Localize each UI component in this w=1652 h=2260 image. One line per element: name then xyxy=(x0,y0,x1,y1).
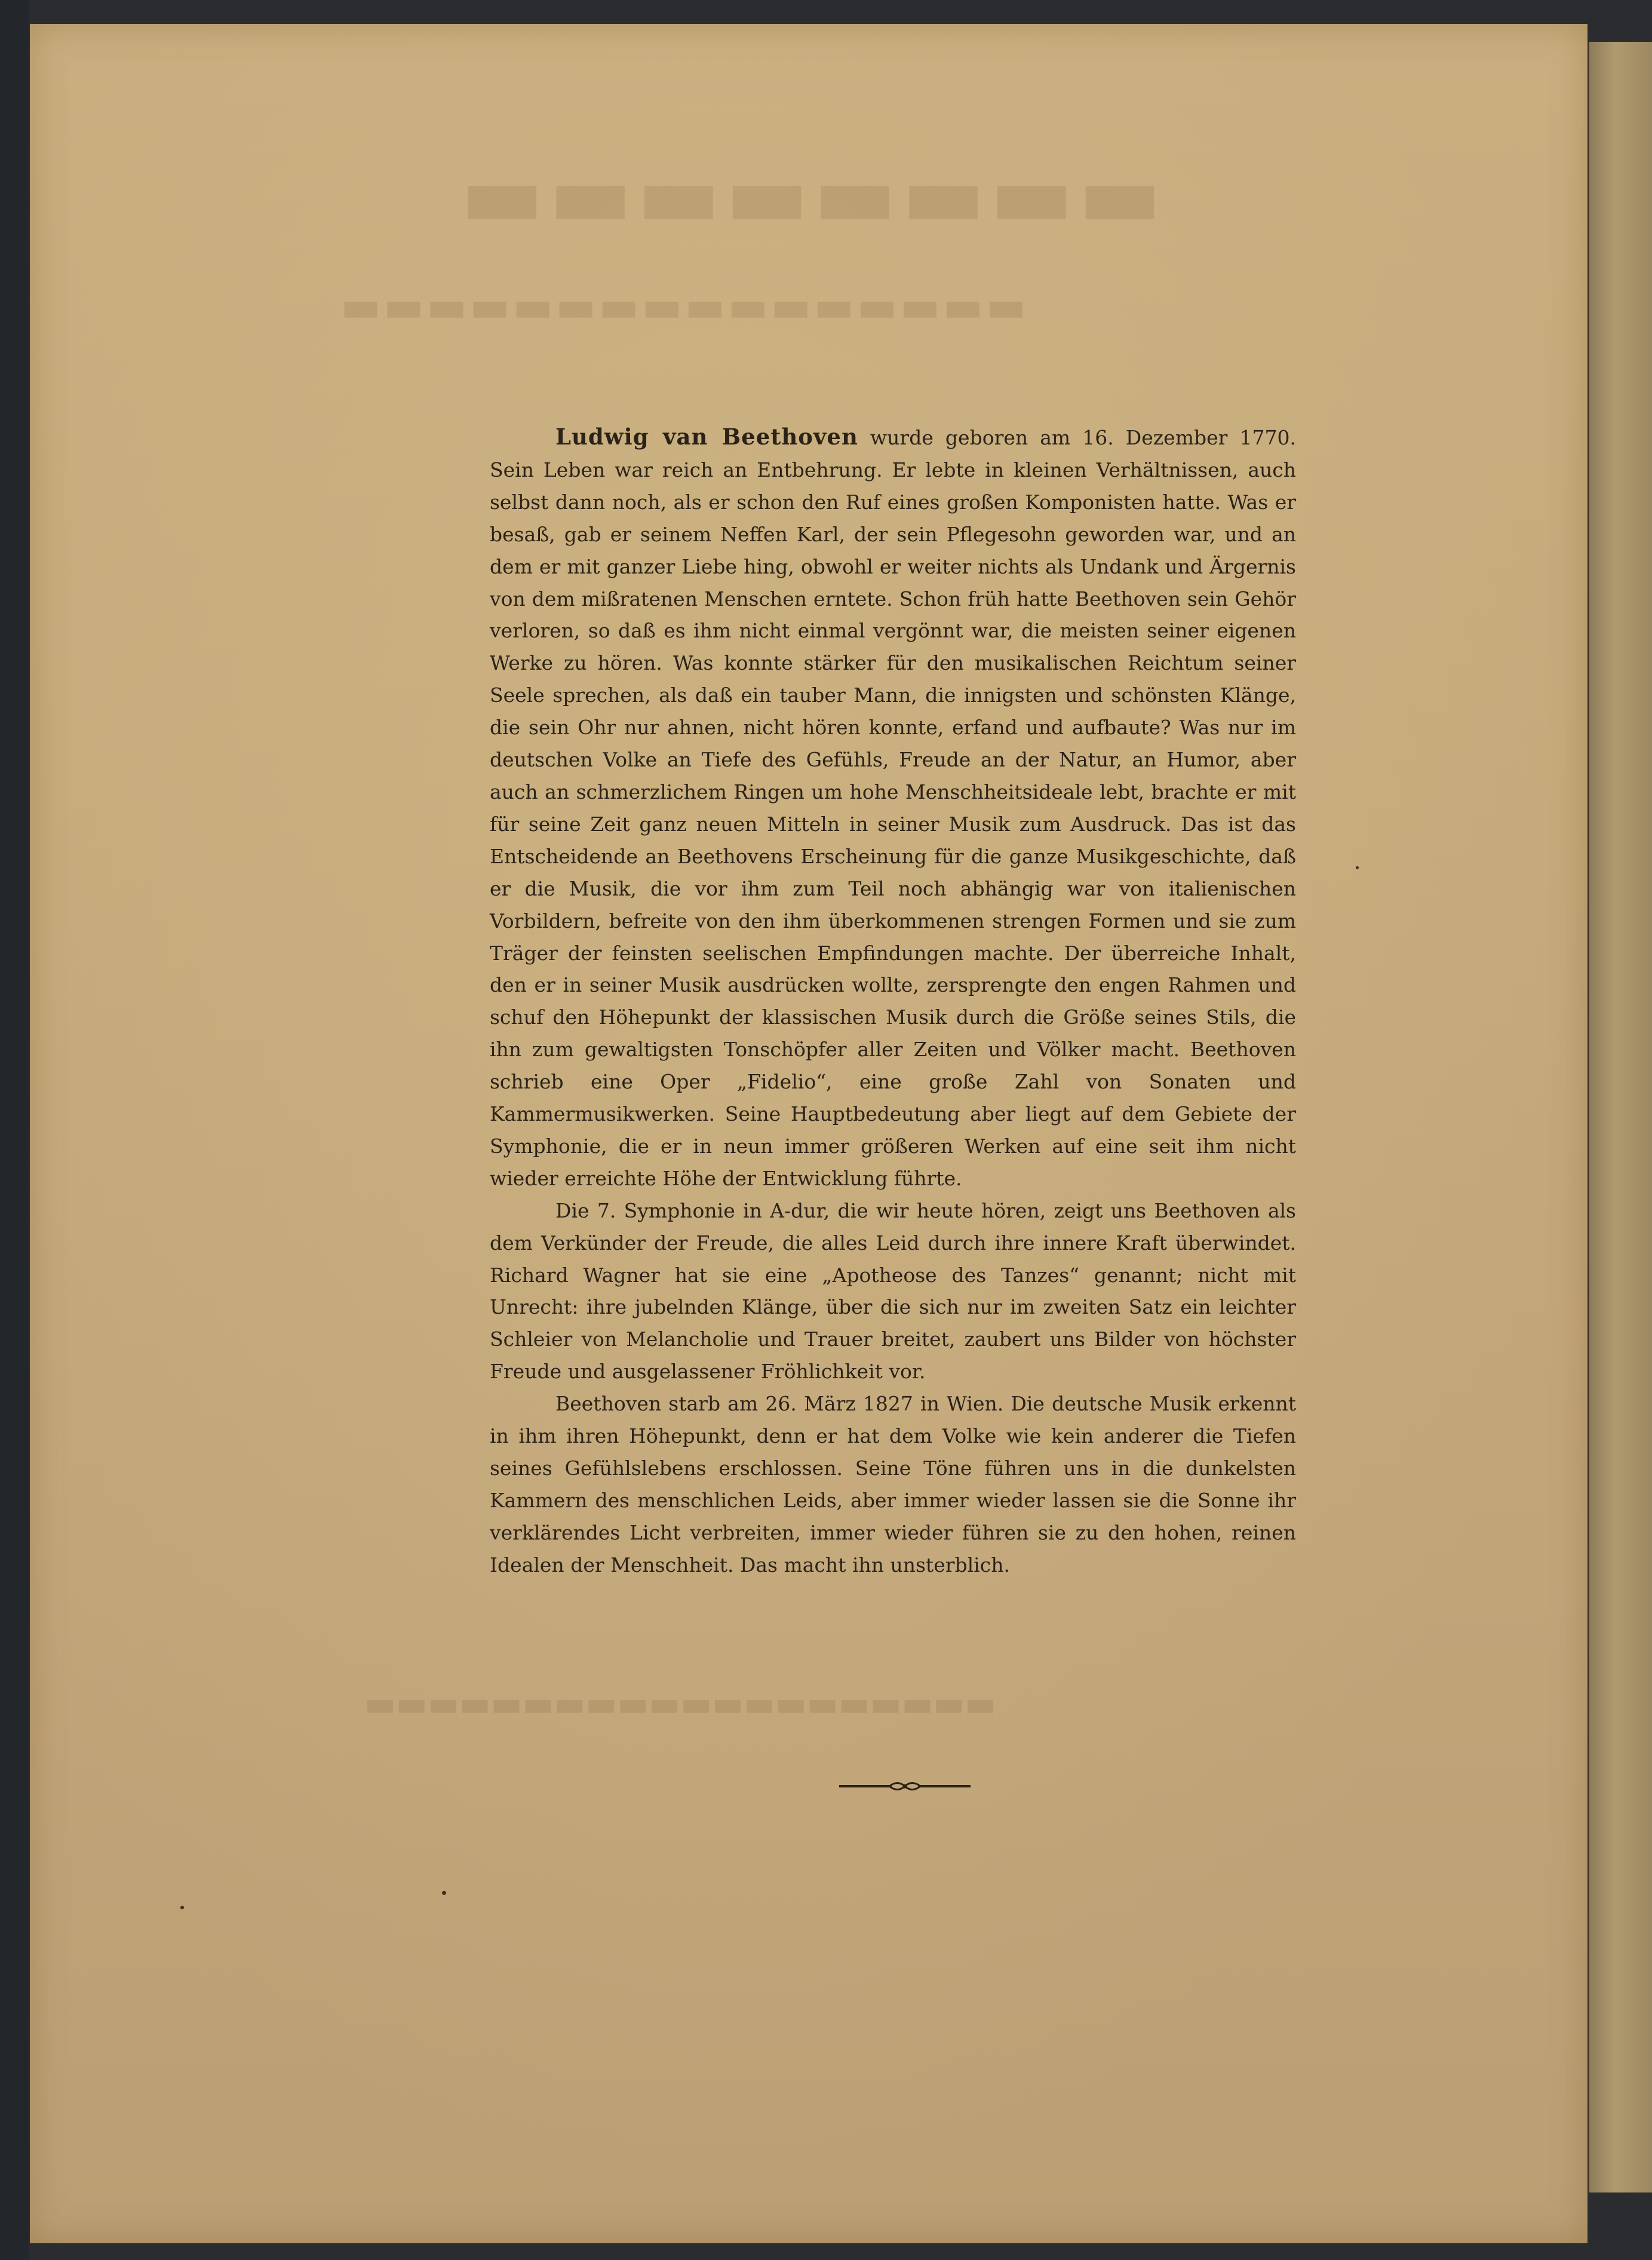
paper-speck xyxy=(442,1891,446,1895)
paragraph-biography xyxy=(490,421,1296,1195)
document-page xyxy=(30,24,1587,2243)
paper-speck xyxy=(180,1906,184,1909)
paragraph-legacy: Beethoven starb am 26. März 1827 in Wien. Die deutsche Musik erkennt in ihm ihren Höhepunkt, denn er hat dem Volke wie kein anderer die Tiefen seines Gefühlslebens erschlossen. Seine Töne führen uns in die dunkelsten Kammern des menschlichen Leids, aber immer wieder lassen sie die Sonne ihr verklärendes Licht verbreiten, immer wieder führen sie zu den hohen, reinen Idealen der Menschheit. Das macht ihn unsterblich. xyxy=(490,1392,1296,1577)
paragraph-symphony: Die 7. Symphonie in A-dur, die wir heute hören, zeigt uns Beethoven als dem Verkünder der Freude, die alles Leid durch ihre innere Kraft überwindet. Richard Wagner hat sie eine „Apotheose des Tanzes“ genannt; nicht mit Unrecht: ihre jubelnden Klänge, über die sich nur im zweiten Satz ein leichter Schleier von Melancholie und Trauer breitet, zaubert uns Bilder von höchster Freude und ausgelassener Fröhlichkeit vor. xyxy=(490,1198,1296,1384)
paragraph-biography-text: wurde geboren am 16. Dezember 1770. Sein Leben war reich an Entbehrung. Er lebte in kleinen Verhältnissen, auch selbst dann noch, als er schon den Ruf eines großen Komponisten hatte. Was er besaß, gab er seinem Neffen Karl, der sein Pflegesohn geworden war, und an dem er mit ganzer Liebe hing, obwohl er weiter nichts als Undank und Ärgernis von dem mißratenen Menschen erntete. Schon früh hatte Beethoven sein Gehör verloren, so daß es ihm nicht einmal vergönnt war, die meisten seiner eigenen Werke zu hören. Was konnte stärker für den musikalischen Reichtum seiner Seele sprechen, als daß ein tauber Mann, die innigsten und schönsten Klänge, die sein Ohr nur ahnen, nicht hören konnte, erfand und aufbaute? Was nur im deutschen Volke an Tiefe des Gefühls, Freude an der Natur, an Humor, aber auch an schmerzlichem Ringen um hohe Menschheitsideale lebt, brachte er mit für seine Zeit ganz neuen Mitteln in seiner Musik zum Ausdruck. Das ist das Entscheidende an Beethovens Erscheinung für die ganze Musikgeschichte, daß er die Musik, die vor ihm zum Teil noch abhängig war von italienischen Vorbildern, befreite von den ihm überkommenen strengen Formen und sie zum Träger der feinsten seelischen Empfindungen machte. Der überreiche Inhalt, den er in seiner Musik ausdrücken wollte, zersprengte den engen Rahmen und schuf den Höhepunkt der klassischen Musik durch die Größe seines Stils, die ihn zum gewaltigsten Tonschöpfer aller Zeiten und Völker macht. Beethoven schrieb eine Oper „Fidelio“, eine große Zahl von Sonaten und Kammermusikwerken. Seine Hauptbedeutung aber liegt auf dem Gebiete der Symphonie, die er in neun immer größeren Werken auf eine seit ihm nicht wieder erreichte Höhe der Entwicklung führte. xyxy=(490,426,1296,1190)
bleed-through-mark: ▬▬▬▬▬▬▬▬ xyxy=(460,143,1166,247)
scanner-backdrop xyxy=(0,0,29,2260)
divider-ornament-icon xyxy=(839,1777,971,1795)
paper-speck xyxy=(1356,866,1359,869)
article-body xyxy=(490,421,1296,1581)
bleed-through-mark: ▬▬▬▬▬▬▬▬▬▬▬▬▬▬▬▬▬▬▬▬ xyxy=(364,1685,997,1724)
lead-name: Ludwig van Beethoven xyxy=(555,424,858,450)
bleed-through-mark: ▬▬▬▬▬▬▬▬▬▬▬▬▬▬▬▬ xyxy=(340,281,1029,331)
adjacent-page-edge xyxy=(1587,42,1652,2192)
